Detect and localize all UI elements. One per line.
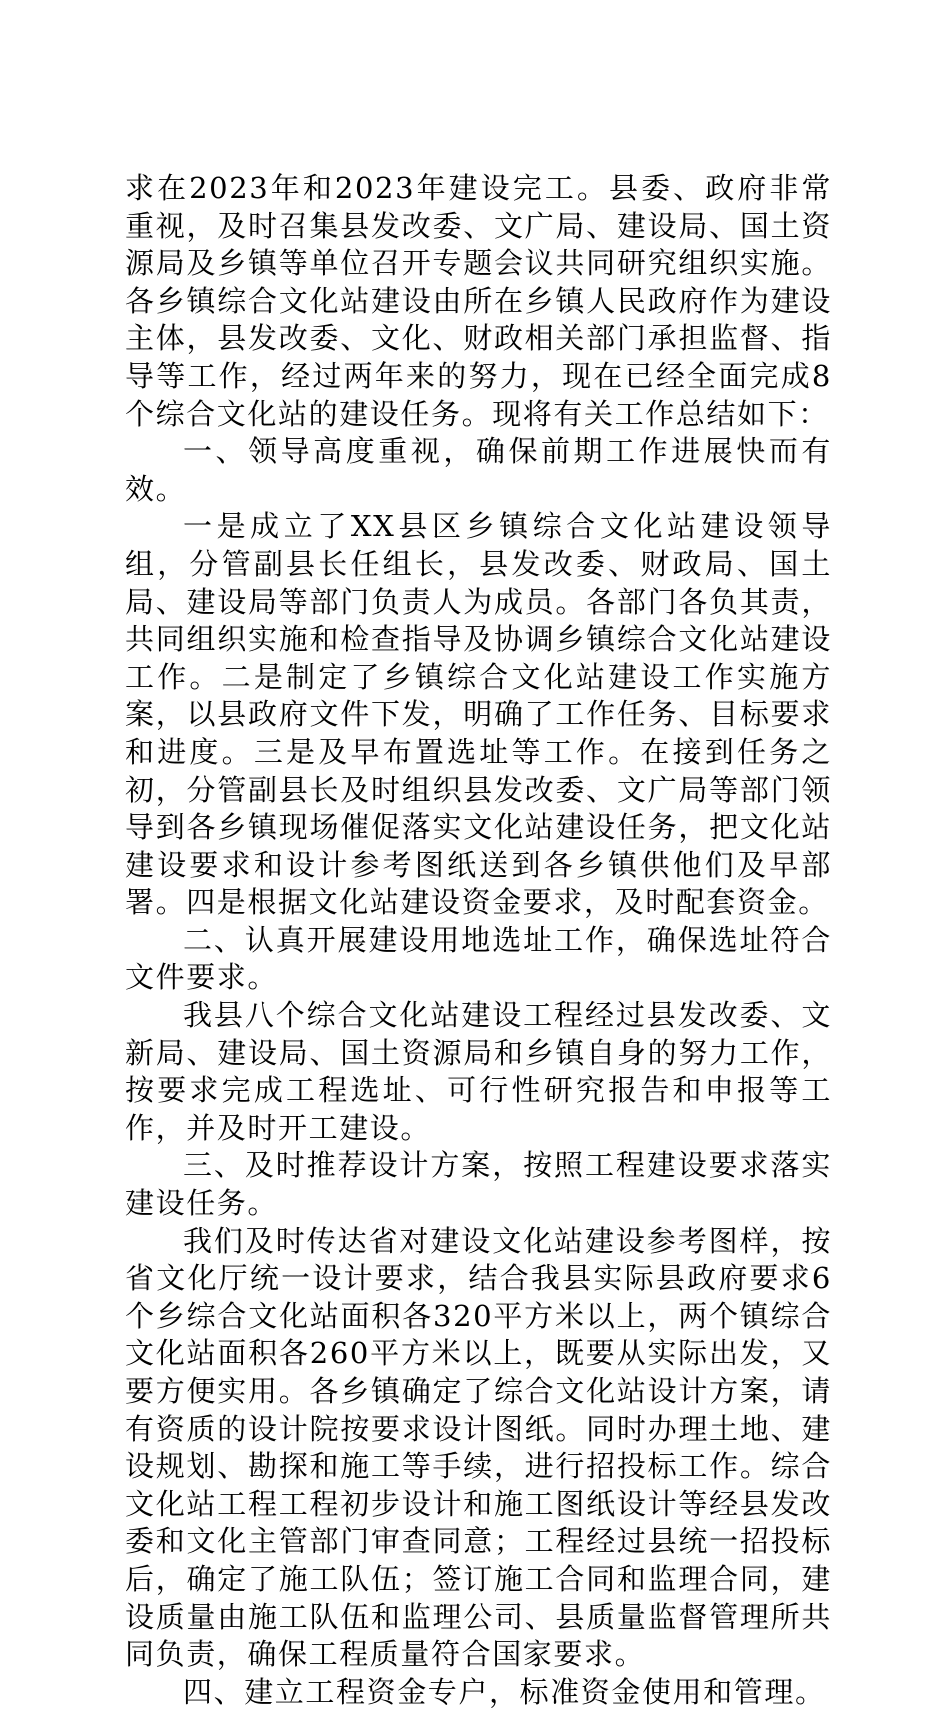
paragraph-continuation: 求在2023年和2023年建设完工。县委、政府非常重视，及时召集县发改委、文广局、建设局、国土资源局及乡镇等单位召开专题会议共同研究组织实施。各乡镇综合文化站建设由所在乡镇人民政府作为建设主体，县发改委、文化、财政相关部门承担监督、指导等工作，经过两年来的努力，现在已经全面完成8个综合文化站的建设任务。现将有关工作总结如下： (125, 171, 832, 431)
paragraph-section-3: 我们及时传达省对建设文化站建设参考图样，按省文化厅统一设计要求，结合我县实际县政府要求6个乡综合文化站面积各320平方米以上，两个镇综合文化站面积各260平方米以上，既要从实际出发，又要方便实用。各乡镇确定了综合文化站设计方案，请有资质的设计院按要求设计图纸。同时办理土地、建设规划、勘探和施工等手续，进行招投标工作。综合文化站工程工程初步设计和施工图纸设计等经县发改委和文化主管部门审查同意；工程经过县统一招投标后，确定了施工队伍；签订施工合同和监理合同，建设质量由施工队伍和监理公司、县质量监督管理所共同负责，确保工程质量符合国家要求。 (125, 1223, 832, 1672)
section-heading-3: 三、及时推荐设计方案，按照工程建设要求落实建设任务。 (125, 1148, 832, 1221)
paragraph-section-2: 我县八个综合文化站建设工程经过县发改委、文新局、建设局、国土资源局和乡镇自身的努力工作，按要求完成工程选址、可行性研究报告和申报等工作，并及时开工建设。 (125, 998, 832, 1145)
section-heading-4: 四、建立工程资金专户，标准资金使用和管理。 (183, 1674, 826, 1709)
section-heading-1: 一、领导高度重视，确保前期工作进展快而有效。 (125, 434, 832, 506)
paragraph-section-1: 一是成立了XX县区乡镇综合文化站建设领导组，分管副县长任组长，县发改委、财政局、国土局、建设局等部门负责人为成员。各部门各负其责，共同组织实施和检查指导及协调乡镇综合文化站建设工作。二是制定了乡镇综合文化站建设工作实施方案，以县政府文件下发，明确了工作任务、目标要求和进度。三是及早布置选址等工作。在接到任务之初，分管副县长及时组织县发改委、文广局等部门领导到各乡镇现场催促落实文化站建设任务，把文化站建设要求和设计参考图纸送到各乡镇供他们及早部署。四是根据文化站建设资金要求，及时配套资金。 (125, 509, 832, 920)
section-heading-2: 二、认真开展建设用地选址工作，确保选址符合文件要求。 (125, 922, 832, 995)
document-body (125, 170, 832, 1711)
